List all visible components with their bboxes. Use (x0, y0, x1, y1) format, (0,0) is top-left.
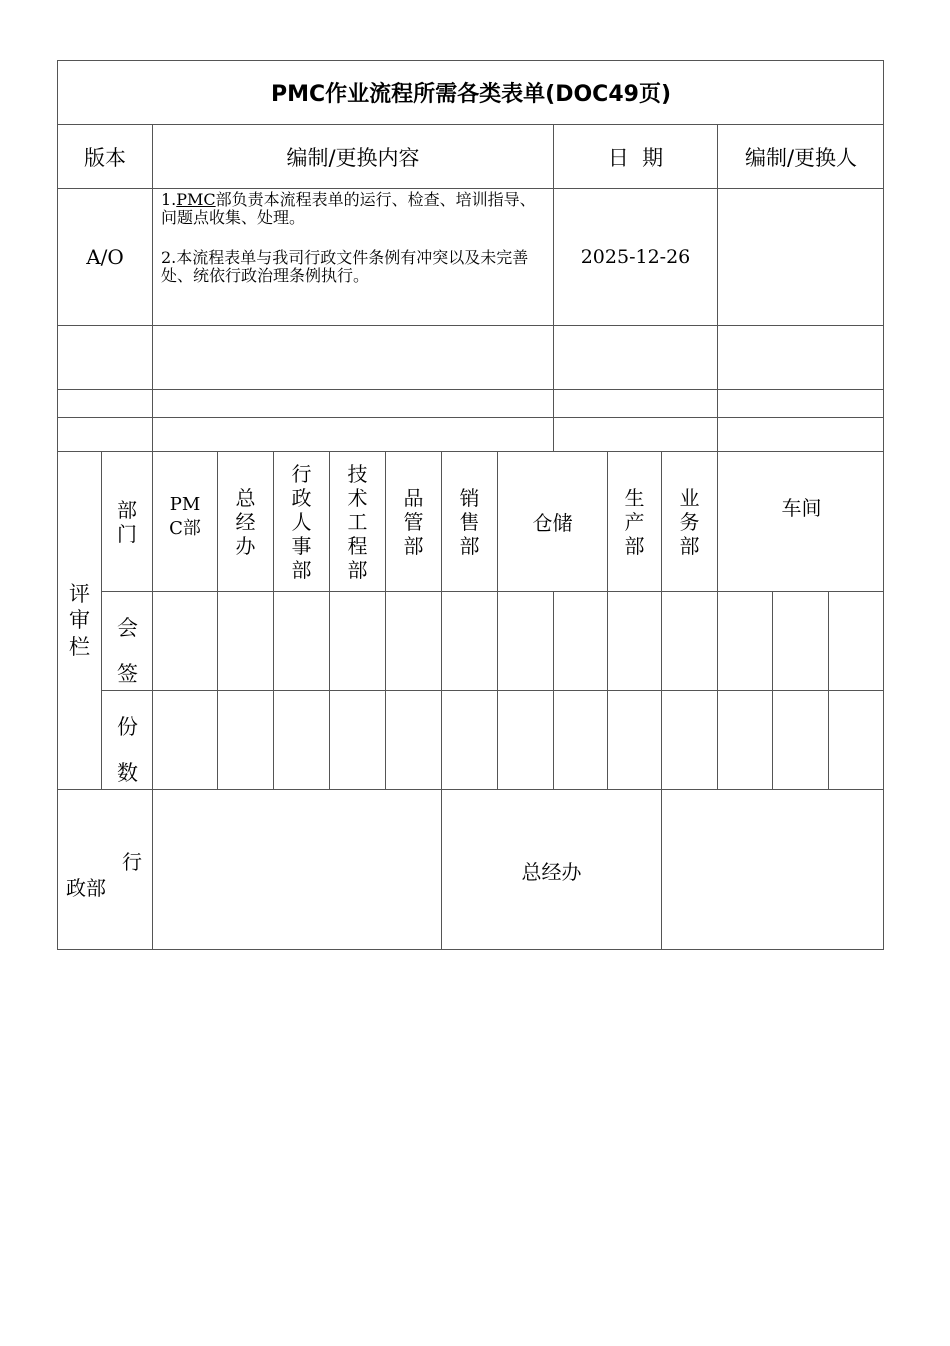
header-date (553, 124, 717, 188)
sign-cell-gm-office[interactable] (217, 591, 273, 690)
dept-workshop (717, 451, 884, 591)
copies-cell-pmc[interactable] (152, 690, 217, 789)
row1-content (152, 188, 553, 325)
sign-label-1: 会 (117, 616, 138, 640)
copies-cell-quality[interactable] (385, 690, 441, 789)
dept-label-text: 部门 (117, 497, 137, 546)
row1-content-line2: 2.本流程表单与我司行政文件条例有冲突以及未完善处、统依行政治理条例执行。 (161, 248, 529, 285)
sign-cell-production[interactable] (607, 591, 661, 690)
row4-version (57, 417, 152, 451)
sign-cell-business[interactable] (661, 591, 717, 690)
copies-label (101, 690, 152, 789)
dept-pmc-text: PMC部 (169, 494, 201, 539)
dept-tech-eng-text: 技术工程部 (347, 461, 368, 582)
row4-editor (717, 417, 884, 451)
sign-label-2: 签 (117, 662, 138, 686)
sign-label (101, 591, 152, 690)
footer-admin-label (57, 789, 152, 950)
copies-cell-business[interactable] (661, 690, 717, 789)
sign-cell-sales[interactable] (441, 591, 497, 690)
dept-warehouse: 仓储 (497, 451, 607, 591)
dept-sales (441, 451, 497, 591)
footer-admin-sign[interactable] (152, 789, 441, 950)
row1-content-line1 (153, 189, 554, 228)
row3-date (553, 389, 717, 417)
copies-cell-workshop-a[interactable] (717, 690, 772, 789)
dept-gm-office (217, 451, 273, 591)
dept-production-text: 生产部 (624, 485, 645, 558)
row1-editor (717, 188, 884, 325)
copies-cell-production[interactable] (607, 690, 661, 789)
dept-quality (385, 451, 441, 591)
sign-cell-tech-eng[interactable] (329, 591, 385, 690)
dept-gm-office-text: 总经办 (235, 485, 256, 558)
footer-gm-label: 总经办 (441, 789, 661, 950)
sign-cell-workshop-b[interactable] (772, 591, 828, 690)
row1-date: 2025-12-26 (553, 188, 717, 325)
row1-line1-prefix: 1. (161, 190, 177, 209)
sign-cell-warehouse-a[interactable] (497, 591, 553, 690)
dept-admin-hr (273, 451, 329, 591)
row4-date (553, 417, 717, 451)
header-content: 编制/更换内容 (152, 124, 553, 188)
sign-cell-quality[interactable] (385, 591, 441, 690)
review-label (57, 451, 101, 789)
dept-business-text: 业务部 (679, 485, 700, 558)
row2-version (57, 325, 152, 389)
copies-cell-gm-office[interactable] (217, 690, 273, 789)
row4-content (152, 417, 553, 451)
copies-cell-admin-hr[interactable] (273, 690, 329, 789)
dept-admin-hr-text: 行政人事部 (291, 461, 312, 582)
footer-admin-1: 行 (122, 850, 142, 874)
copies-cell-workshop-b[interactable] (772, 690, 828, 789)
row2-date (553, 325, 717, 389)
dept-label (101, 451, 152, 591)
row3-editor (717, 389, 884, 417)
dept-tech-eng (329, 451, 385, 591)
copies-cell-workshop-c[interactable] (828, 690, 884, 789)
dept-quality-text: 品管部 (403, 485, 424, 558)
header-editor: 编制/更换人 (717, 124, 884, 188)
header-version: 版本 (57, 124, 152, 188)
row3-content (152, 389, 553, 417)
dept-workshop-text: 车间 (781, 496, 822, 520)
sign-cell-warehouse-b[interactable] (553, 591, 607, 690)
row2-content (152, 325, 553, 389)
dept-business (661, 451, 717, 591)
copies-cell-warehouse-a[interactable] (497, 690, 553, 789)
row1-version: A/O (57, 188, 152, 325)
copies-cell-tech-eng[interactable] (329, 690, 385, 789)
row1-line1-rest: 部负责本流程表单的运行、检查、培训指导、问题点收集、处理。 (161, 190, 536, 227)
row2-editor (717, 325, 884, 389)
footer-gm-sign[interactable] (661, 789, 884, 950)
copies-cell-sales[interactable] (441, 690, 497, 789)
row1-line1-pmc: PMC (176, 190, 216, 209)
sign-cell-admin-hr[interactable] (273, 591, 329, 690)
copies-label-1: 份 (117, 715, 138, 739)
row3-version (57, 389, 152, 417)
dept-sales-text: 销售部 (459, 485, 480, 558)
review-label-text: 评审栏 (69, 582, 90, 659)
sign-cell-pmc[interactable] (152, 591, 217, 690)
document-title: PMC作业流程所需各类表单(DOC49页) (57, 60, 884, 124)
sign-cell-workshop-a[interactable] (717, 591, 772, 690)
footer-admin-2: 政部 (66, 876, 106, 900)
copies-cell-warehouse-b[interactable] (553, 690, 607, 789)
dept-production (607, 451, 661, 591)
dept-pmc (152, 451, 217, 591)
copies-label-2: 数 (117, 761, 138, 785)
header-date-label: 日 期 (607, 145, 664, 170)
sign-cell-workshop-c[interactable] (828, 591, 884, 690)
